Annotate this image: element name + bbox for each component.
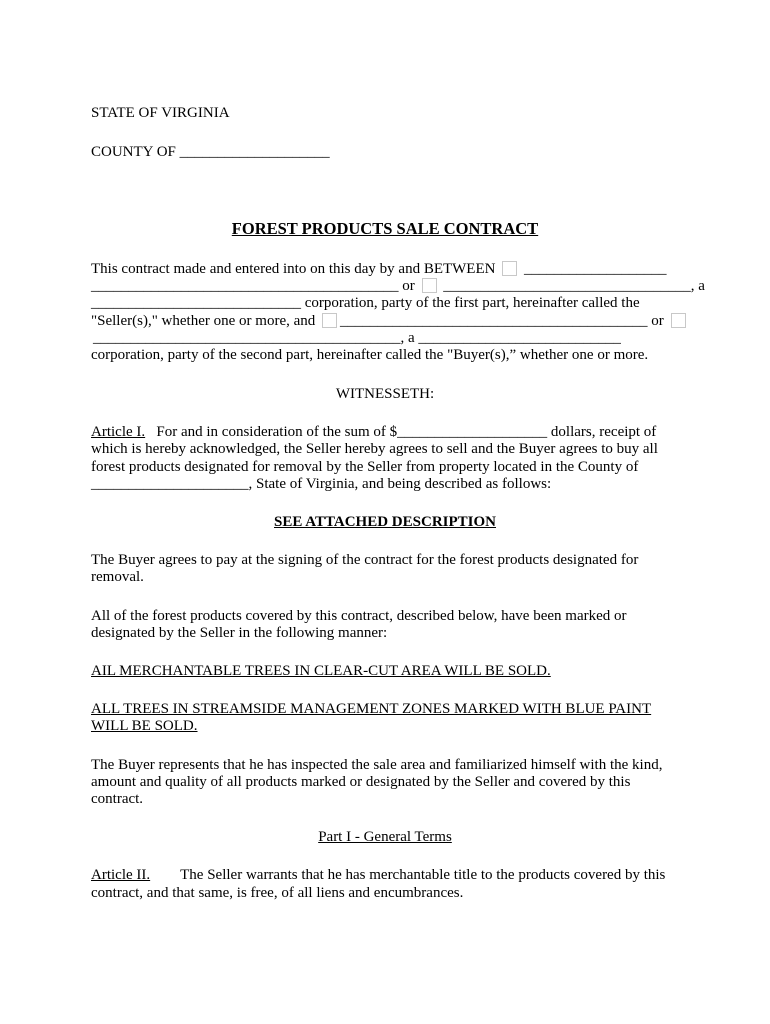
represents-line-2: amount and quality of all products marked or designated by the Seller and covered by this — [91, 774, 631, 790]
see-attached-description: SEE ATTACHED DESCRIPTION — [274, 514, 496, 530]
clause-streamside-line-1: ALL TREES IN STREAMSIDE MANAGEMENT ZONES MARKED WITH BLUE PAINT — [91, 701, 652, 717]
article-2-label: Article II. — [91, 867, 151, 883]
county-line: COUNTY OF ____________________ — [91, 144, 330, 160]
buyer-pay-line-2: removal. — [91, 569, 144, 585]
article-1-line-3: forest products designated for removal by the Seller from property located in the County of — [91, 459, 639, 475]
contract-title: FOREST PRODUCTS SALE CONTRACT — [231, 219, 539, 238]
article-2-line-1 — [91, 866, 665, 884]
marked-line-1: All of the forest products covered by this contract, described below, have been marked or — [91, 608, 627, 624]
intro-text: _________________________________________ or — [340, 313, 664, 329]
intro-text: "Seller(s)," whether one or more, and — [91, 313, 316, 329]
intro-line-6: corporation, party of the second part, hereinafter called the "Buyer(s),” whether one or more. — [91, 347, 649, 363]
article-1-label: Article I. — [91, 424, 146, 440]
intro-line-3: ____________________________ corporation, party of the first part, hereinafter called the — [91, 295, 640, 311]
intro-text: _________________________________________ or — [91, 278, 415, 294]
article-1-line-2: which is hereby acknowledged, the Seller hereby agrees to sell and the Buyer agrees to buy all — [91, 441, 658, 457]
article-1-text: For and in consideration of the sum of $____________________ dollars, receipt of — [156, 424, 657, 440]
clause-streamside-line-2: WILL BE SOLD. — [91, 718, 198, 734]
intro-text: _________________________________, a — [443, 278, 705, 294]
intro-text: This contract made and entered into on this day by and BETWEEN — [91, 261, 496, 277]
intro-blank: ___________________ — [523, 261, 667, 277]
seller-name-field-2[interactable] — [422, 278, 437, 293]
witnesseth-heading: WITNESSETH: — [335, 386, 435, 402]
buyer-name-field-2[interactable] — [671, 313, 686, 328]
seller-name-field-1[interactable] — [502, 261, 517, 276]
part-1-heading: Part I - General Terms — [318, 829, 452, 845]
marked-line-2: designated by the Seller in the following manner: — [91, 625, 388, 641]
state-heading: STATE OF VIRGINIA — [91, 105, 230, 121]
buyer-pay-line-1: The Buyer agrees to pay at the signing of the contract for the forest products designated for — [91, 552, 639, 568]
article-1-line-4: _____________________, State of Virginia, and being described as follows: — [91, 476, 552, 492]
represents-line-3: contract. — [91, 791, 144, 807]
intro-line-4 — [91, 312, 689, 330]
article-2-text: The Seller warrants that he has merchantable title to the products covered by this — [180, 867, 666, 883]
article-2-line-2: contract, and that same, is free, of all liens and encumbrances. — [91, 885, 464, 901]
intro-line-2 — [91, 277, 705, 295]
intro-line-1 — [91, 260, 666, 278]
intro-line-5: _________________________________________, a ___________________________ — [93, 330, 621, 346]
article-1-line-1 — [91, 423, 656, 441]
clause-clear-cut: AIL MERCHANTABLE TREES IN CLEAR-CUT AREA WILL BE SOLD. — [91, 663, 551, 679]
buyer-name-field-1[interactable] — [322, 313, 337, 328]
represents-line-1: The Buyer represents that he has inspected the sale area and familiarized himself with the kind, — [91, 757, 663, 773]
